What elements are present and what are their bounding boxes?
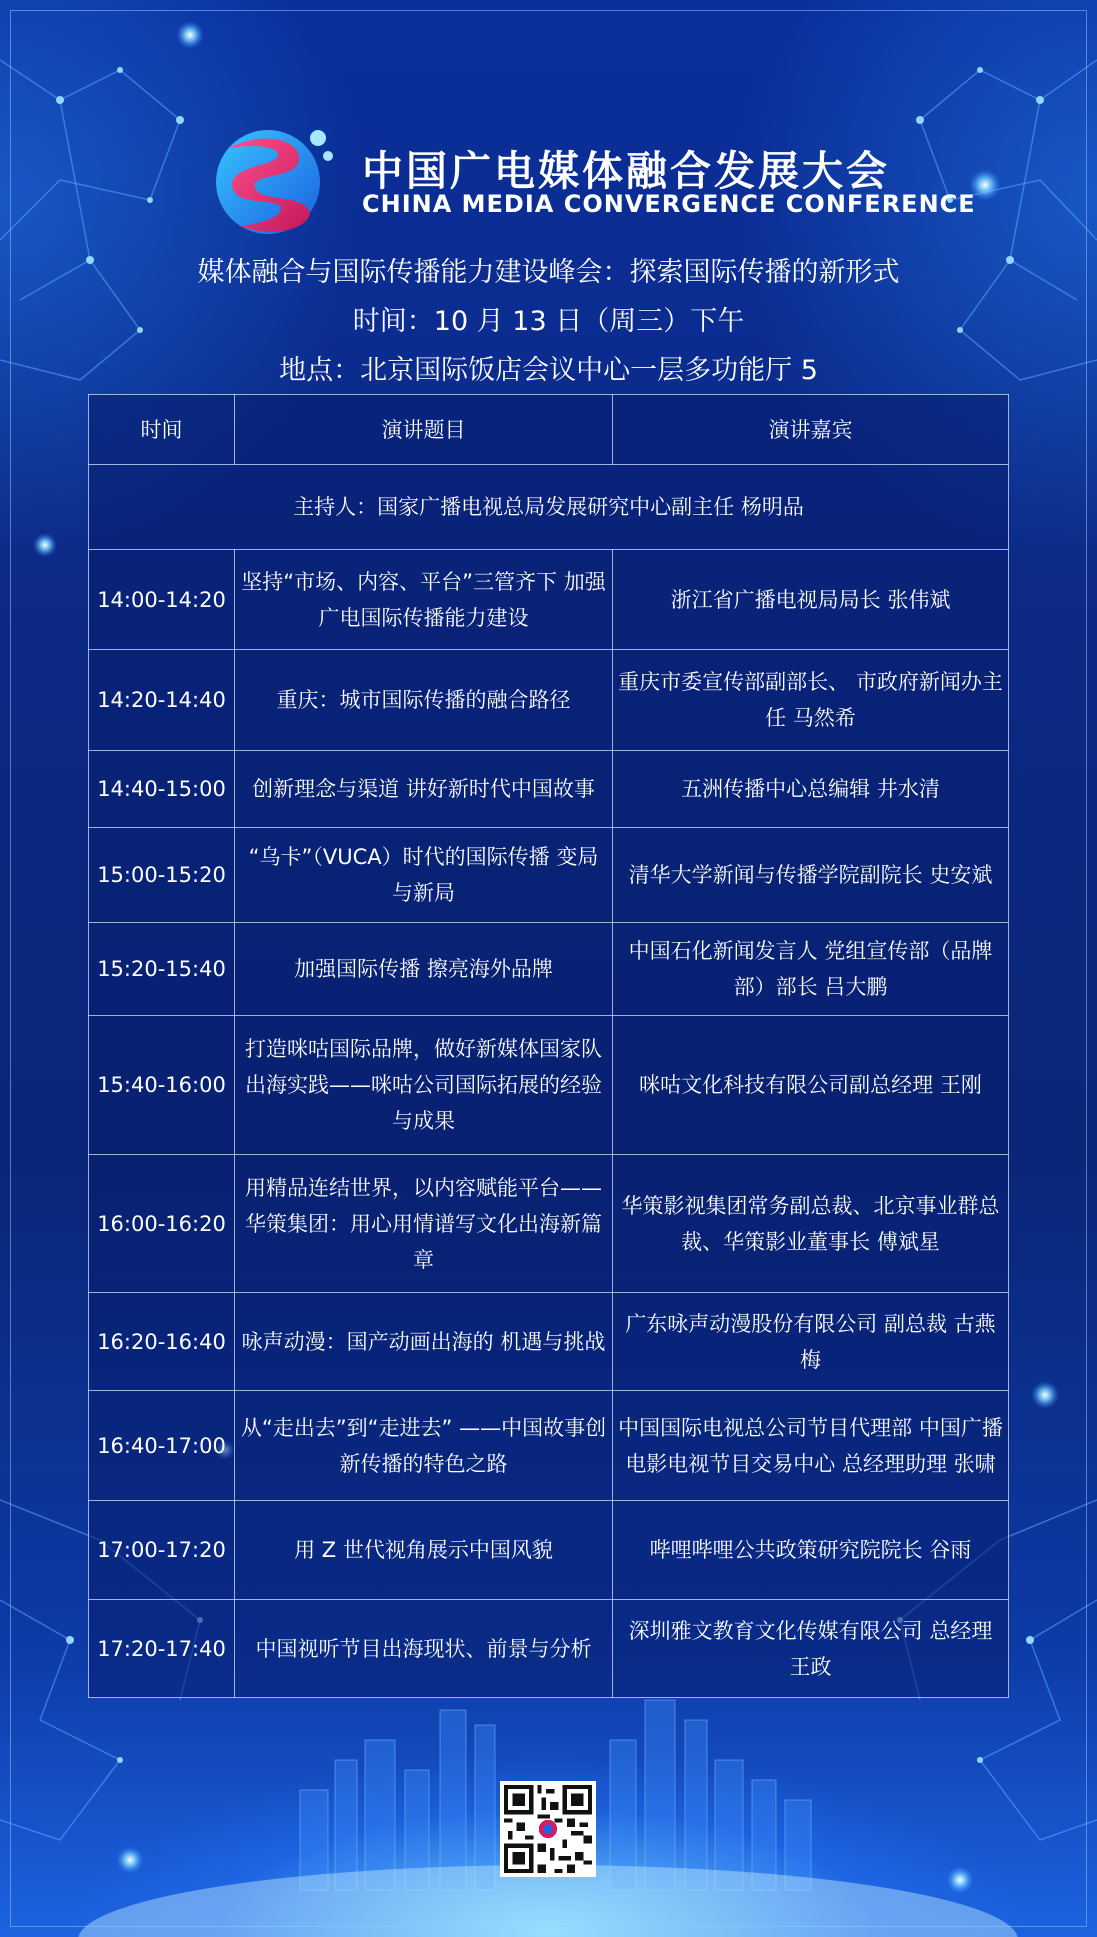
qr-code-icon[interactable] [500,1781,596,1877]
row-time: 16:40-17:00 [89,1391,235,1501]
row-time: 16:00-16:20 [89,1155,235,1293]
row-time: 14:20-14:40 [89,650,235,751]
table-row [89,1501,1009,1600]
host-cell: 主持人：国家广播电视总局发展研究中心副主任 杨明品 [89,465,1009,550]
row-time: 14:00-14:20 [89,550,235,650]
row-topic: 用 Z 世代视角展示中国风貌 [235,1501,613,1600]
row-topic: 打造咪咕国际品牌，做好新媒体国家队出海实践——咪咕公司国际拓展的经验与成果 [235,1016,613,1155]
row-speaker: 清华大学新闻与传播学院副院长 史安斌 [613,828,1009,923]
row-speaker: 中国石化新闻发言人 党组宣传部（品牌部）部长 吕大鹏 [613,923,1009,1016]
row-speaker: 广东咏声动漫股份有限公司 副总裁 古燕梅 [613,1293,1009,1391]
table-row [89,1293,1009,1391]
row-time: 16:20-16:40 [89,1293,235,1391]
row-time: 15:20-15:40 [89,923,235,1016]
table-row [89,828,1009,923]
row-speaker: 哔哩哔哩公共政策研究院院长 谷雨 [613,1501,1009,1600]
table-row [89,1391,1009,1501]
row-topic: 咏声动漫：国产动画出海的 机遇与挑战 [235,1293,613,1391]
row-topic: 用精品连结世界，以内容赋能平台——华策集团：用心用情谱写文化出海新篇章 [235,1155,613,1293]
event-venue: 地点：北京国际饭店会议中心一层多功能厅 5 [279,355,818,386]
row-speaker: 中国国际电视总公司节目代理部 中国广播电影电视节目交易中心 总经理助理 张啸 [613,1391,1009,1501]
row-topic: 创新理念与渠道 讲好新时代中国故事 [235,751,613,828]
event-name: 媒体融合与国际传播能力建设峰会：探索国际传播的新形式 [197,257,900,288]
conference-title-cn: 中国广电媒体融合发展大会 [362,147,890,195]
host-row [89,465,1009,550]
table-row [89,1016,1009,1155]
table-row [89,923,1009,1016]
row-topic: 中国视听节目出海现状、前景与分析 [235,1600,613,1698]
header-speaker: 演讲嘉宾 [613,395,1009,465]
table-row [89,650,1009,751]
event-time: 时间：10 月 13 日（周三）下午 [352,306,745,337]
table-row [89,550,1009,650]
row-time: 17:00-17:20 [89,1501,235,1600]
row-time: 17:20-17:40 [89,1600,235,1698]
header-topic: 演讲题目 [235,395,613,465]
table-row [89,1155,1009,1293]
row-topic: 从“走出去”到“走进去” ——中国故事创新传播的特色之路 [235,1391,613,1501]
row-topic: 加强国际传播 擦亮海外品牌 [235,923,613,1016]
table-row [89,1600,1009,1698]
row-time: 14:40-15:00 [89,751,235,828]
conference-title-en: CHINA MEDIA CONVERGENCE CONFERENCE [362,190,976,218]
row-speaker: 深圳雅文教育文化传媒有限公司 总经理 王政 [613,1600,1009,1698]
row-speaker: 咪咕文化科技有限公司副总经理 王刚 [613,1016,1009,1155]
row-time: 15:40-16:00 [89,1016,235,1155]
row-speaker: 浙江省广播电视局局长 张伟斌 [613,550,1009,650]
agenda-table [88,394,1009,1698]
table-row [89,751,1009,828]
table-header-row [89,395,1009,465]
conference-header [0,118,1097,248]
row-speaker: 五洲传播中心总编辑 井水清 [613,751,1009,828]
row-speaker: 重庆市委宣传部副部长、 市政府新闻办主任 马然希 [613,650,1009,751]
row-speaker: 华策影视集团常务副总裁、北京事业群总裁、华策影业董事长 傅斌星 [613,1155,1009,1293]
row-time: 15:00-15:20 [89,828,235,923]
conference-logo-icon [210,118,335,243]
row-topic: “乌卡”（VUCA）时代的国际传播 变局与新局 [235,828,613,923]
row-topic: 重庆：城市国际传播的融合路径 [235,650,613,751]
header-time: 时间 [89,395,235,465]
row-topic: 坚持“市场、内容、平台”三管齐下 加强广电国际传播能力建设 [235,550,613,650]
